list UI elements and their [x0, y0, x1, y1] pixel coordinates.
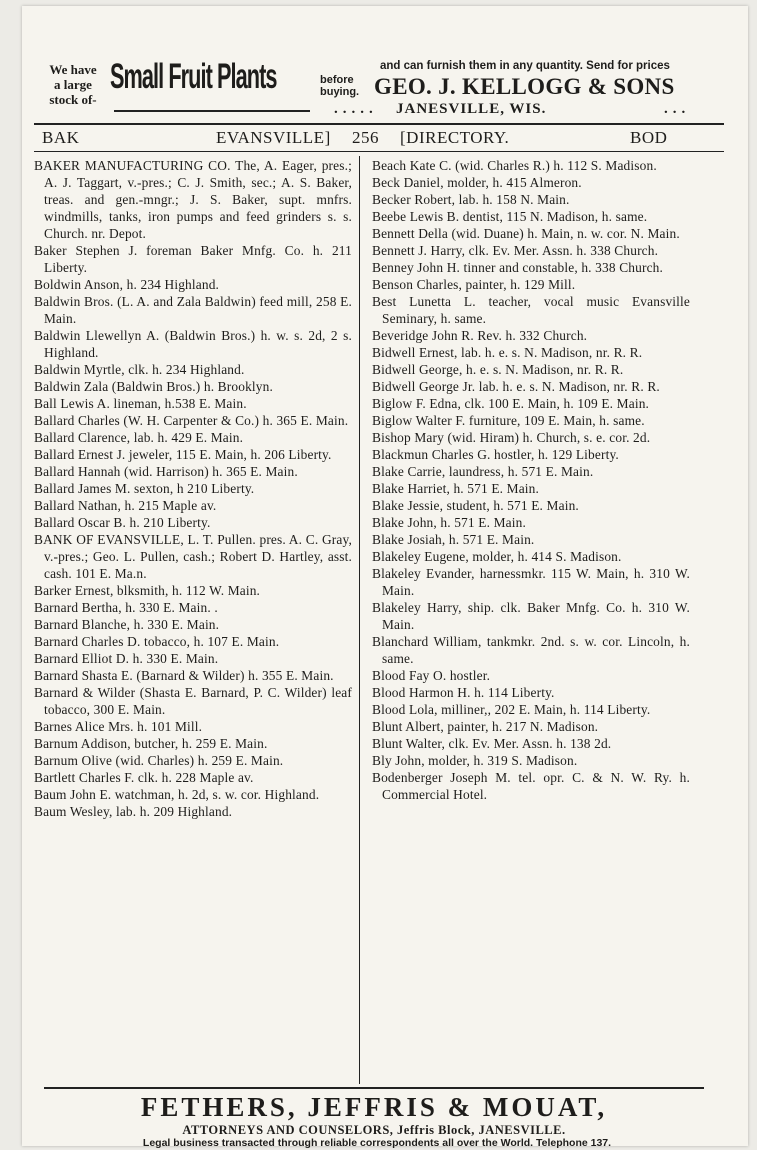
directory-entry: Bennett Della (wid. Duane) h. Main, n. w. cor. N. Main. — [372, 226, 680, 241]
ad-product-underline — [114, 110, 310, 112]
directory-entry: Bidwell George Jr. lab. h. e. s. N. Madison, nr. R. R. — [372, 379, 660, 394]
right-column — [372, 157, 690, 803]
directory-page — [22, 6, 748, 1149]
directory-entry: Barnard Charles D. tobacco, h. 107 E. Main. — [34, 634, 280, 649]
directory-entry: Blunt Albert, painter, h. 217 N. Madison. — [372, 719, 599, 734]
directory-entry: Barnard Elliot D. h. 330 E. Main. — [34, 651, 219, 666]
directory-entry: Baldwin Zala (Baldwin Bros.) h. Brooklyn. — [34, 379, 273, 394]
directory-entry: Blunt Walter, clk. Ev. Mer. Assn. h. 138 2d. — [372, 736, 612, 751]
footer-line: ATTORNEYS AND COUNSELORS, Jeffris Block, JANESVILLE. — [182, 1123, 566, 1137]
left-column — [34, 157, 352, 820]
running-head-section: [DIRECTORY. — [400, 128, 510, 147]
directory-entry: Baum John E. watchman, h. 2d, s. w. cor. Highland. — [34, 787, 320, 802]
directory-entry: Baldwin Myrtle, clk. h. 234 Highland. — [34, 362, 245, 377]
footer-line: Legal business transacted through reliable correspondents all over the World. Telephone 137. — [142, 1137, 612, 1149]
directory-entry: Blood Lola, milliner,, 202 E. Main, h. 114 Liberty. — [372, 702, 651, 717]
directory-entry: Ballard Nathan, h. 215 Maple av. — [34, 498, 217, 513]
directory-entry: Ballard Charles (W. H. Carpenter & Co.) h. 365 E. Main. — [34, 413, 349, 428]
directory-entry: Beck Daniel, molder, h. 415 Almeron. — [372, 175, 582, 190]
running-head — [34, 126, 724, 150]
directory-entry: Blood Harmon H. h. 114 Liberty. — [372, 685, 555, 700]
directory-entry: Blakeley Eugene, molder, h. 414 S. Madison. — [372, 549, 622, 564]
directory-entry: Bodenberger Joseph M. tel. opr. C. & N. W. Ry. h. Commercial Hotel. — [372, 770, 690, 802]
directory-entry: Ballard Clarence, lab. h. 429 E. Main. — [34, 430, 244, 445]
directory-entry: Becker Robert, lab. h. 158 N. Main. — [372, 192, 570, 207]
ad-mid-line: buying. — [320, 86, 360, 98]
directory-entry: Barker Ernest, blksmith, h. 112 W. Main. — [34, 583, 261, 598]
directory-entry: Blakeley Harry, ship. clk. Baker Mnfg. Co. h. 310 W. Main. — [372, 600, 690, 632]
directory-entry: Barnum Olive (wid. Charles) h. 259 E. Main. — [34, 753, 284, 768]
ad-left-line: We have — [49, 62, 97, 77]
ad-left-line: a large — [54, 77, 92, 92]
directory-entry: Blakeley Evander, harnessmkr. 115 W. Main, h. 310 W. Main. — [372, 566, 690, 598]
directory-entry: Benney John H. tinner and constable, h. 338 Church. — [372, 260, 664, 275]
directory-entry: BANK OF EVANSVILLE, L. T. Pullen. pres. A. C. Gray, v.-pres.; Geo. L. Pullen, cash.; Robert D. Hartley, asst. cash. 101 E. Ma.n. — [34, 532, 352, 581]
ad-firm-name: GEO. J. KELLOGG & SONS — [374, 74, 675, 99]
directory-entry: Ballard Ernest J. jeweler, 115 E. Main, h. 206 Liberty. — [34, 447, 332, 462]
directory-entry: Biglow F. Edna, clk. 100 E. Main, h. 109 E. Main. — [372, 396, 650, 411]
directory-entry: Blackmun Charles G. hostler, h. 129 Liberty. — [372, 447, 619, 462]
directory-entry: Blood Fay O. hostler. — [372, 668, 491, 683]
ad-left-text — [34, 62, 112, 107]
running-head-page-number: 256 — [352, 128, 379, 147]
directory-entry: Ball Lewis A. lineman, h.538 E. Main. — [34, 396, 247, 411]
directory-entry: Bartlett Charles F. clk. h. 228 Maple av. — [34, 770, 254, 785]
directory-entry: Baum Wesley, lab. h. 209 Highland. — [34, 804, 233, 819]
directory-entry: Barnard Blanche, h. 330 E. Main. — [34, 617, 220, 632]
directory-entry: Beach Kate C. (wid. Charles R.) h. 112 S. Madison. — [372, 158, 657, 173]
running-head-town: EVANSVILLE] — [216, 128, 331, 147]
ad-dots-right: ... — [664, 101, 691, 117]
column-divider — [359, 156, 360, 1084]
directory-entry: Bly John, molder, h. 319 S. Madison. — [372, 753, 578, 768]
directory-entry: Blake Jessie, student, h. 571 E. Main. — [372, 498, 579, 513]
directory-entry: Bidwell George, h. e. s. N. Madison, nr. R. R. — [372, 362, 624, 377]
directory-entry: Baker Stephen J. foreman Baker Mnfg. Co. h. 211 Liberty. — [34, 243, 352, 275]
directory-entry: Benson Charles, painter, h. 129 Mill. — [372, 277, 576, 292]
header-rule — [34, 123, 724, 125]
directory-entry: Ballard Oscar B. h. 210 Liberty. — [34, 515, 211, 530]
directory-entry: Barnard Bertha, h. 330 E. Main. . — [34, 600, 218, 615]
directory-entry: Blake Josiah, h. 571 E. Main. — [372, 532, 535, 547]
directory-entry: Ballard Hannah (wid. Harrison) h. 365 E. Main. — [34, 464, 298, 479]
footer-rule — [44, 1087, 704, 1089]
directory-entry: Blake John, h. 571 E. Main. — [372, 515, 526, 530]
ad-mid-line: before — [320, 74, 354, 86]
directory-entry: BAKER MANUFACTURING CO. The, A. Eager, pres.; A. J. Taggart, v.-pres.; C. J. Smith, sec.; A. S. Baker, treas. and gen.-mngr.; J. S. Baker, supt. mnfrs. windmills, tanks, iron pumps and feed grinders s. s. Church. nr. Depot. — [34, 158, 352, 241]
directory-entry: Beebe Lewis B. dentist, 115 N. Madison, h. same. — [372, 209, 648, 224]
directory-entry: Bennett J. Harry, clk. Ev. Mer. Assn. h. 338 Church. — [372, 243, 659, 258]
ad-left-line: stock of- — [49, 92, 97, 107]
directory-entry: Barnard & Wilder (Shasta E. Barnard, P. C. Wilder) leaf tobacco, 300 E. Main. — [34, 685, 352, 717]
running-head-right-key: BOD — [630, 128, 668, 147]
ad-top-line: and can furnish them in any quantity. Send for prices — [380, 60, 670, 72]
header-rule — [34, 151, 724, 152]
directory-entry: Ballard James M. sexton, h 210 Liberty. — [34, 481, 255, 496]
directory-entry: Blake Carrie, laundress, h. 571 E. Main. — [372, 464, 594, 479]
running-head-left-key: BAK — [42, 128, 80, 147]
directory-entry: Bidwell Ernest, lab. h. e. s. N. Madison, nr. R. R. — [372, 345, 643, 360]
directory-entry: Bishop Mary (wid. Hiram) h. Church, s. e. cor. 2d. — [372, 430, 651, 445]
top-advertisement — [34, 54, 724, 124]
ad-product-name: Small Fruit Plants — [110, 57, 277, 96]
ad-dots-left: ..... — [334, 101, 378, 117]
footer-firm-name: FETHERS, JEFFRIS & MOUAT, — [140, 1092, 608, 1122]
directory-entry: Beveridge John R. Rev. h. 332 Church. — [372, 328, 588, 343]
directory-entry: Baldwin Bros. (L. A. and Zala Baldwin) feed mill, 258 E. Main. — [34, 294, 352, 326]
directory-entry: Barnard Shasta E. (Barnard & Wilder) h. 355 E. Main. — [34, 668, 334, 683]
directory-entry: Blake Harriet, h. 571 E. Main. — [372, 481, 540, 496]
directory-entry: Barnum Addison, butcher, h. 259 E. Main. — [34, 736, 268, 751]
directory-entry: Blanchard William, tankmkr. 2nd. s. w. cor. Lincoln, h. same. — [372, 634, 690, 666]
directory-entry: Biglow Walter F. furniture, 109 E. Main, h. same. — [372, 413, 645, 428]
directory-entry: Baldwin Llewellyn A. (Baldwin Bros.) h. w. s. 2d, 2 s. Highland. — [34, 328, 352, 360]
directory-entry: Boldwin Anson, h. 234 Highland. — [34, 277, 220, 292]
directory-entry: Best Lunetta L. teacher, vocal music Evansville Seminary, h. same. — [372, 294, 690, 326]
directory-entry: Barnes Alice Mrs. h. 101 Mill. — [34, 719, 203, 734]
ad-mid-text — [320, 74, 359, 98]
ad-city: JANESVILLE, WIS. — [396, 101, 547, 117]
